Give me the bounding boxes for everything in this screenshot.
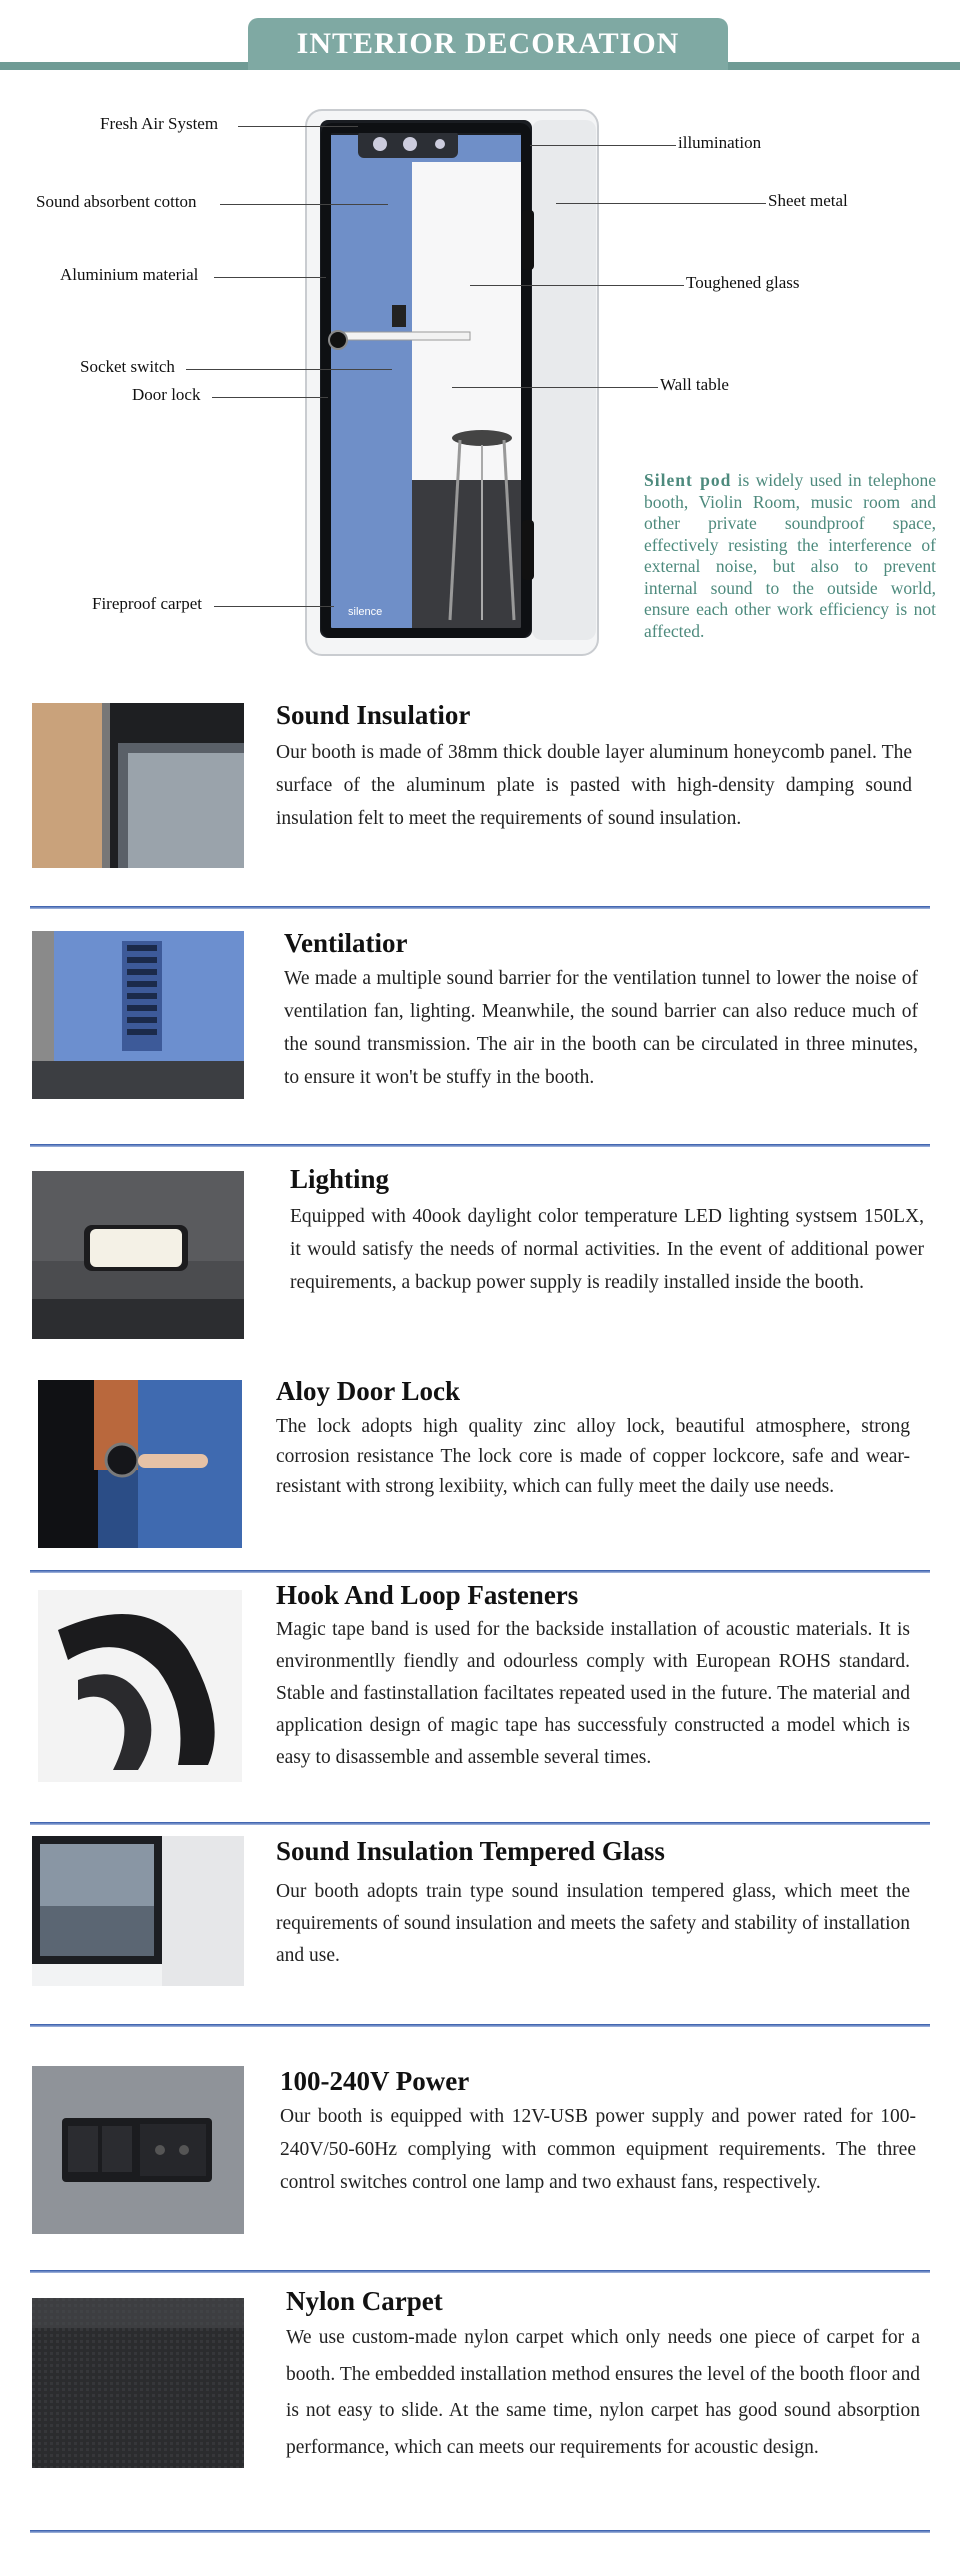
description-lead: Silent pod — [644, 470, 732, 490]
callout-fresh-air: Fresh Air System — [100, 114, 219, 133]
feature-title: Lighting — [290, 1164, 390, 1194]
silent-pod-description — [644, 470, 936, 642]
section-divider — [30, 1144, 930, 1147]
leader-line — [220, 204, 388, 205]
fan-icon — [373, 137, 387, 151]
feature-title: Nylon Carpet — [286, 2286, 443, 2316]
feature-lighting — [0, 1164, 960, 1364]
glass-photo — [32, 1836, 244, 1986]
section-divider — [30, 1822, 930, 1825]
hero-section — [0, 90, 960, 670]
feature-text: Our booth is equipped with 12V-USB power supply and power rated for 100-240V/50-60Hz complying with common equipment requirements. The three control switches control one lamp and two exhaust fans, respectively. — [280, 2106, 916, 2193]
light-icon — [435, 139, 445, 149]
feature-text: We use custom-made nylon carpet which only needs one piece of carpet for a booth. The embedded installation method ensures the level of the booth floor and is not easy to slide. At the same time, nylon carpet has good sound absorption performance, which can meets our requirements for acoustic design. — [286, 2327, 920, 2458]
feature-text: Our booth is made of 38mm thick double layer aluminum honeycomb panel. The surface of the aluminum plate is pasted with high-density damping sound insulation felt to meet the requirements of sound insulation. — [276, 742, 912, 829]
feature-title: Hook And Loop Fasteners — [276, 1580, 579, 1610]
feature-title: 100-240V Power — [280, 2066, 470, 2096]
feature-nylon-carpet — [0, 2286, 960, 2526]
section-divider — [30, 2530, 930, 2533]
velcro-photo — [38, 1590, 242, 1782]
page-title: INTERIOR DECORATION — [296, 27, 680, 60]
leader-line — [212, 397, 328, 398]
feature-text: Equipped with 40ook daylight color temperature LED lighting systsem 150LX, it would satisfy the needs of normal activities. In the event of additional power requirements, a backup power supply is readily installed inside the booth. — [290, 1206, 924, 1293]
door-lock-icon — [329, 331, 347, 349]
vent-photo — [32, 931, 244, 1099]
description-text: is widely used in telephone booth, Violin Room, music room and other private soundproof space, effectively resisting the interference of external noise, but also to prevent internal sound to the outside world, ensure each other work efficiency is not affected. — [644, 470, 936, 641]
fan-icon — [403, 137, 417, 151]
feature-text: Our booth adopts train type sound insulation tempered glass, which meet the requirements of sound insulation and meets the safety and stability of installation and use. — [276, 1881, 910, 1966]
section-divider — [30, 1570, 930, 1573]
section-divider — [30, 2024, 930, 2027]
leader-line — [238, 126, 358, 127]
feature-door-lock — [0, 1374, 960, 1574]
leader-line — [214, 606, 334, 607]
header-tab — [248, 18, 728, 70]
leader-line — [452, 387, 658, 388]
leader-line — [470, 285, 684, 286]
leader-line — [530, 145, 676, 146]
lighting-photo — [32, 1171, 244, 1339]
feature-text: The lock adopts high quality zinc alloy lock, beautiful atmosphere, strong corrosion resistance The lock core is made of copper lockcore, safe and wear-resistant with strong lexibiity, which can fully meet the daily use needs. — [276, 1416, 910, 1497]
feature-text: We made a multiple sound barrier for the ventilation tunnel to lower the noise of ventilation fan, lighting. Meanwhile, the sound barrier can also reduce much of the sound transmission. The air in the booth can be circulated in three minutes, to ensure it won't be stuffy in the booth. — [284, 968, 918, 1088]
leader-line — [186, 369, 392, 370]
feature-hook-loop — [0, 1580, 960, 1820]
leader-line — [556, 203, 766, 204]
brand-logo: silence — [348, 606, 383, 618]
booth-illustration — [300, 100, 610, 665]
callout-door-lock: Door lock — [132, 385, 201, 404]
section-divider — [30, 906, 930, 909]
feature-ventilation — [0, 928, 960, 1138]
power-socket-photo — [32, 2066, 244, 2234]
callout-sheet-metal: Sheet metal — [768, 191, 848, 210]
feature-title: Sound Insulatior — [276, 700, 471, 730]
callout-socket: Socket switch — [80, 357, 175, 376]
callout-glass: Toughened glass — [686, 273, 800, 292]
door-lock-photo — [38, 1380, 242, 1548]
feature-text: Magic tape band is used for the backside installation of acoustic materials. It is environmentlly fiendly and odourless comply with European ROHS standard. Stable and fastinstallation faciltates repeated used in the future. The material and application design of magic tape has successfuly constructed a model which is easy to disassemble and assemble several times. — [276, 1619, 910, 1768]
callout-aluminium: Aluminium material — [60, 265, 199, 284]
feature-tempered-glass — [0, 1836, 960, 2026]
callout-illumination: illumination — [678, 133, 762, 152]
feature-sound-insulation — [0, 700, 960, 920]
panel-photo — [32, 703, 244, 868]
section-divider — [30, 2270, 930, 2273]
carpet-photo — [32, 2298, 244, 2468]
feature-title: Ventilatior — [284, 928, 408, 958]
callout-carpet: Fireproof carpet — [92, 594, 202, 613]
callout-wall-table: Wall table — [660, 375, 729, 394]
feature-title: Sound Insulation Tempered Glass — [276, 1836, 665, 1866]
leader-line — [214, 277, 326, 278]
feature-power — [0, 2066, 960, 2266]
callout-sound-cotton: Sound absorbent cotton — [36, 192, 197, 211]
feature-title: Aloy Door Lock — [276, 1376, 461, 1406]
